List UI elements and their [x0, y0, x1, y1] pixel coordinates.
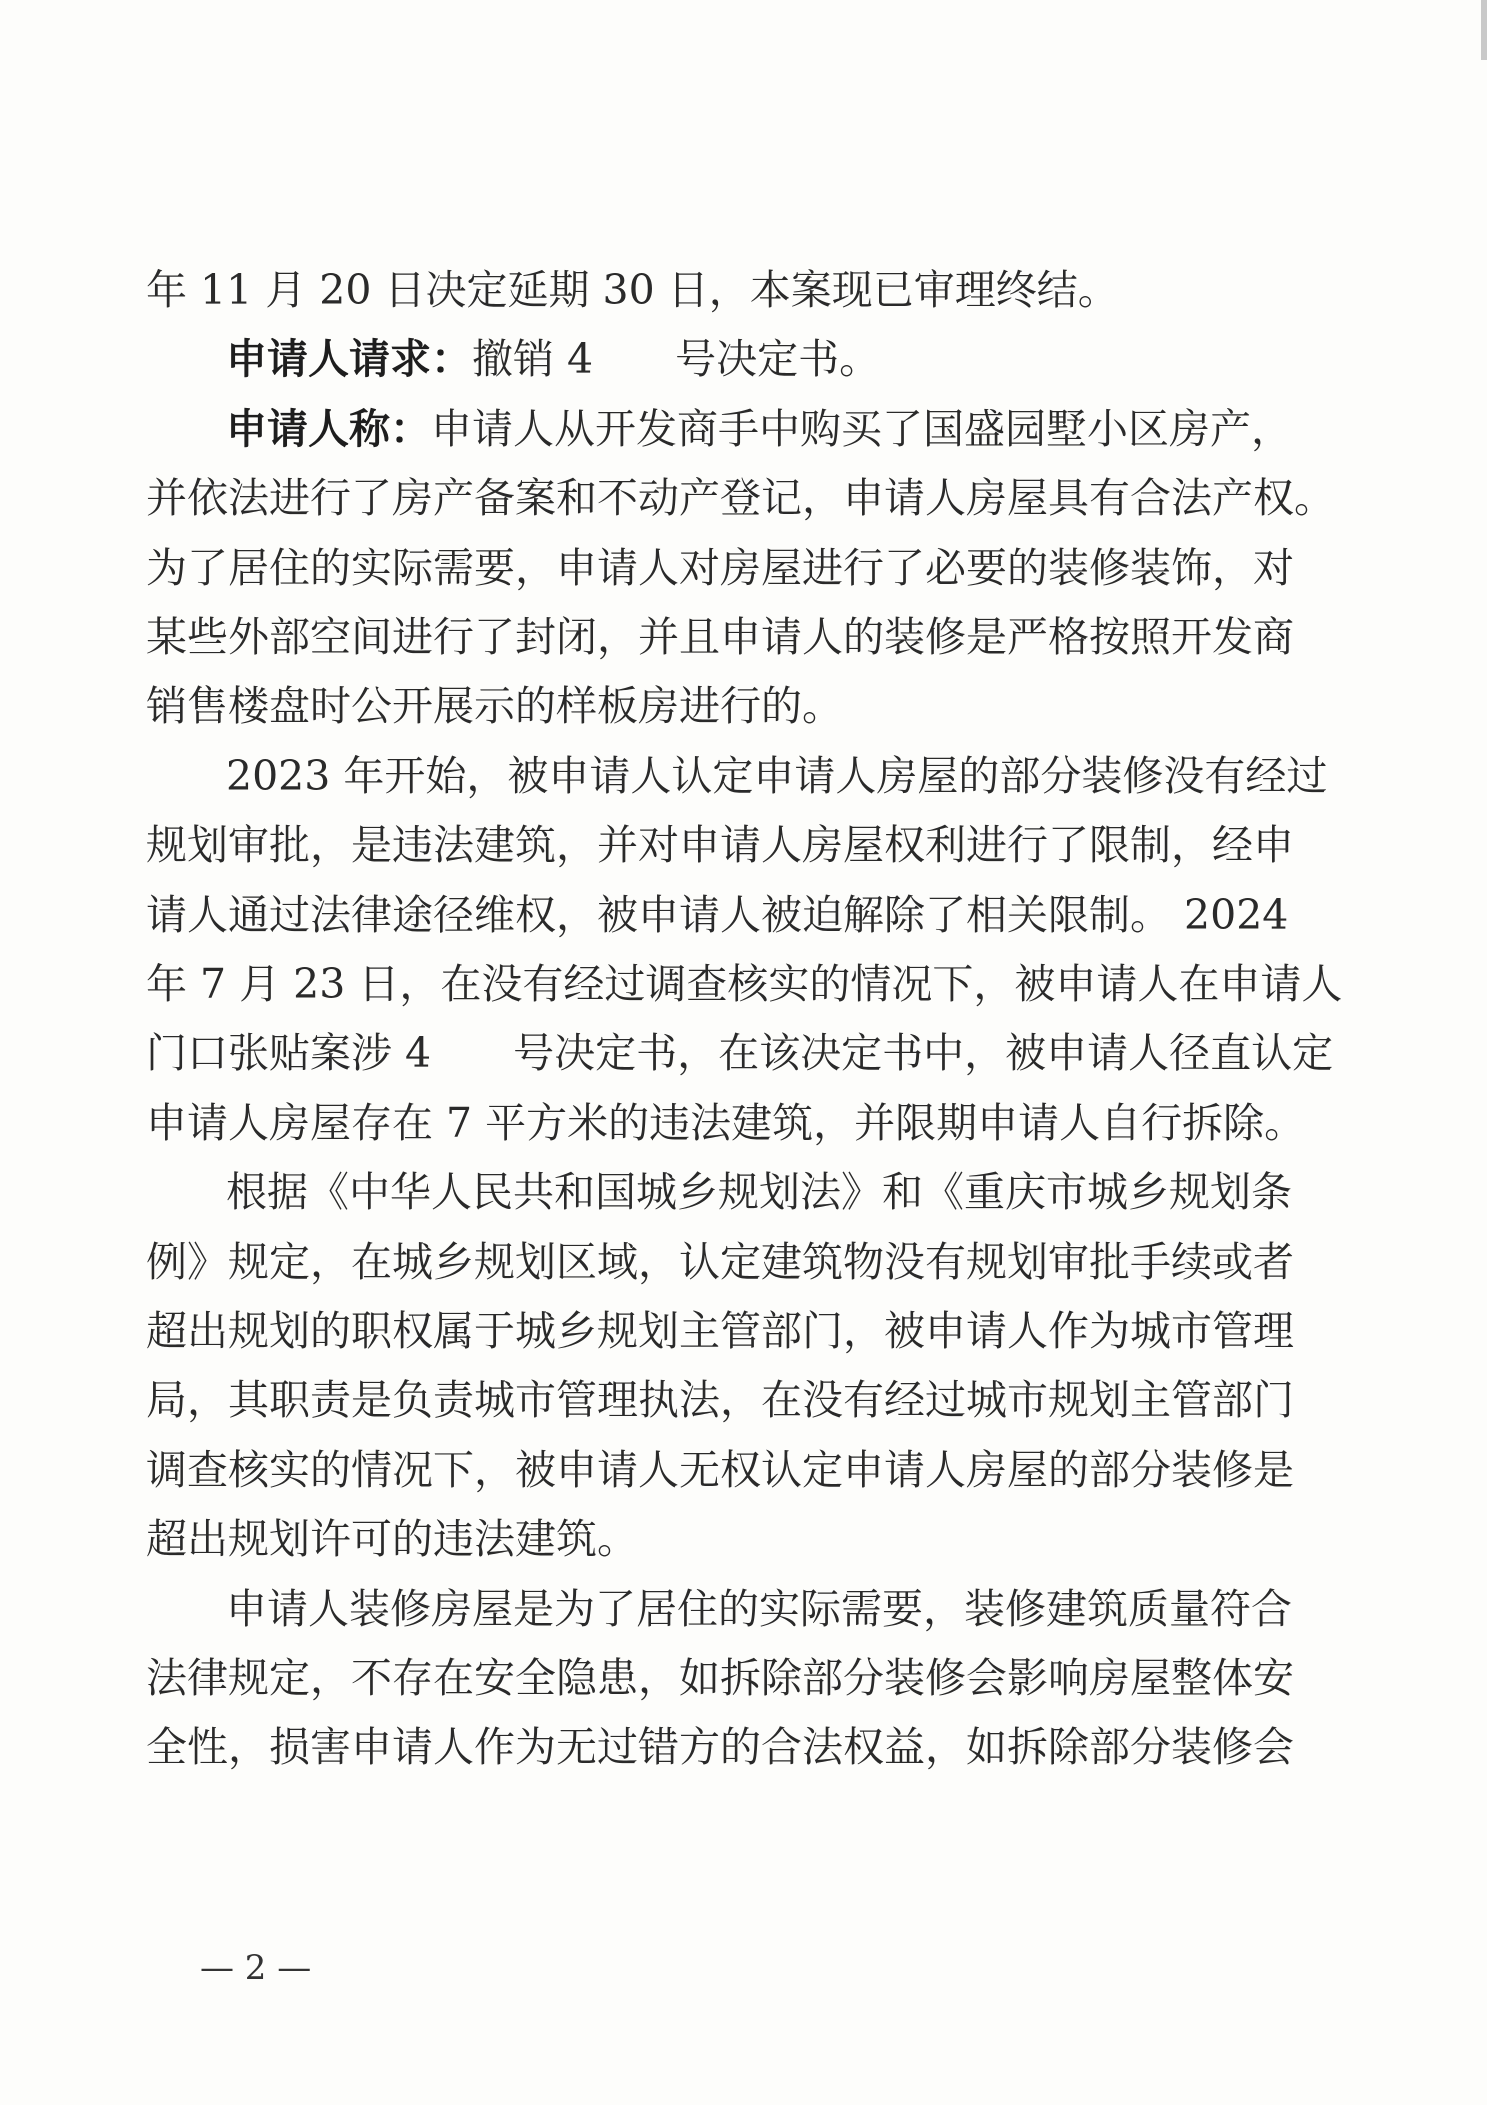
text-line	[146, 949, 1343, 1019]
text-line	[146, 1227, 1294, 1297]
line-text: 门口张贴案涉 4 号决定书，在该决定书中，被申请人径直认定	[146, 1029, 1334, 1077]
line-text: 撤销 4 号决定书。	[472, 335, 881, 383]
line-text: 年 11 月 20 日决定延期 30 日，本案现已审理终结。	[146, 266, 1119, 314]
text-line	[146, 255, 1266, 325]
line-text: 局，其职责是负责城市管理执法，在没有经过城市规划主管部门	[146, 1376, 1294, 1424]
scan-edge-mark	[1481, 0, 1487, 60]
line-text: 规划审批，是违法建筑，并对申请人房屋权利进行了限制，经申	[146, 821, 1294, 869]
text-line	[146, 1088, 1306, 1158]
text-line	[146, 1435, 1294, 1505]
text-line	[226, 1157, 1292, 1227]
line-text: 申请人从开发商手中购买了国盛园墅小区房产，	[431, 405, 1292, 453]
line-text: 年 7 月 23 日，在没有经过调查核实的情况下，被申请人在申请人	[146, 960, 1343, 1008]
line-text: 某些外部空间进行了封闭，并且申请人的装修是严格按照开发商	[146, 613, 1294, 661]
line-text: 例》规定，在城乡规划区域，认定建筑物没有规划审批手续或者	[146, 1238, 1294, 1286]
line-text: 根据《中华人民共和国城乡规划法》和《重庆市城乡规划条	[226, 1168, 1292, 1216]
text-line	[226, 394, 1292, 464]
text-line	[146, 1018, 1334, 1088]
text-line	[146, 1712, 1294, 1782]
line-text: 销售楼盘时公开展示的样板房进行的。	[146, 682, 843, 730]
line-text: 超出规划许可的违法建筑。	[146, 1515, 638, 1563]
bold-lead: 申请人请求：	[226, 335, 472, 383]
text-line	[146, 1504, 1266, 1574]
text-line	[146, 671, 1266, 741]
text-line	[146, 1365, 1294, 1435]
line-text: 为了居住的实际需要，申请人对房屋进行了必要的装修装饰，对	[146, 544, 1294, 592]
line-text: 申请人房屋存在 7 平方米的违法建筑，并限期申请人自行拆除。	[146, 1099, 1306, 1147]
page-number: — 2 —	[200, 1948, 312, 1988]
line-text: 全性，损害申请人作为无过错方的合法权益，如拆除部分装修会	[146, 1723, 1294, 1771]
text-line	[146, 1643, 1294, 1713]
bold-lead: 申请人称：	[226, 405, 431, 453]
line-text: 超出规划的职权属于城乡规划主管部门，被申请人作为城市管理	[146, 1307, 1294, 1355]
text-line	[226, 324, 1266, 394]
line-text: 请人通过法律途径维权，被申请人被迫解除了相关限制。 2024	[146, 891, 1289, 939]
text-line	[146, 602, 1294, 672]
text-line	[146, 810, 1294, 880]
text-line	[146, 880, 1289, 950]
line-text: 2023 年开始，被申请人认定申请人房屋的部分装修没有经过	[226, 752, 1328, 800]
line-text: 并依法进行了房产备案和不动产登记，申请人房屋具有合法产权。	[146, 474, 1335, 522]
text-line	[146, 533, 1294, 603]
text-line	[146, 463, 1335, 533]
line-text: 申请人装修房屋是为了居住的实际需要，装修建筑质量符合	[226, 1585, 1292, 1633]
line-text: 调查核实的情况下，被申请人无权认定申请人房屋的部分装修是	[146, 1446, 1294, 1494]
text-line	[226, 1574, 1292, 1644]
line-text: 法律规定，不存在安全隐患，如拆除部分装修会影响房屋整体安	[146, 1654, 1294, 1702]
text-line	[226, 741, 1328, 811]
text-line	[146, 1296, 1294, 1366]
